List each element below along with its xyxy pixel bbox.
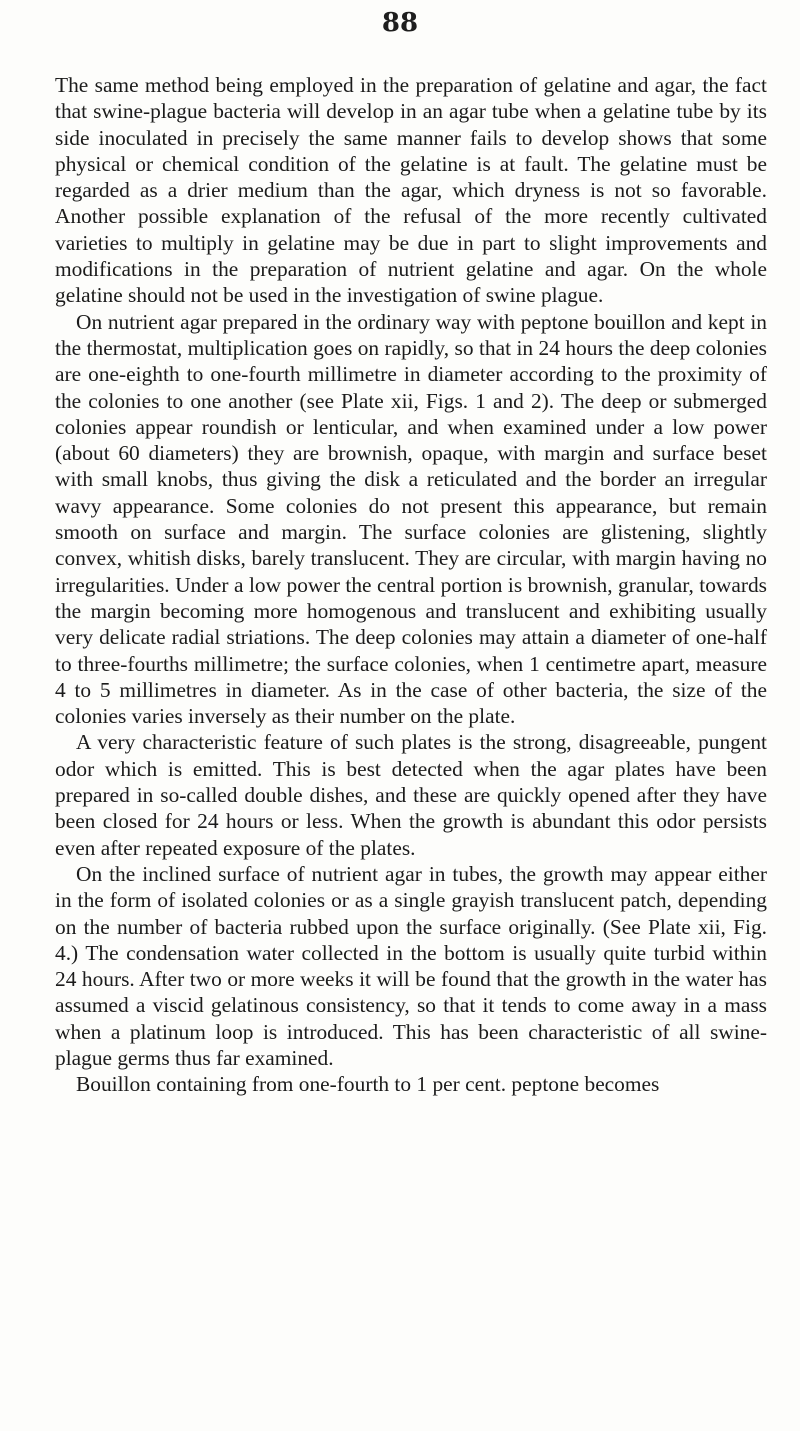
body-text (55, 72, 767, 1098)
paragraph-bouillon: Bouillon containing from one-fourth to 1 per cent. peptone becomes (76, 1072, 660, 1097)
page-number: 88 (381, 8, 419, 38)
paragraph-gelatine-agar: The same method being employed in the preparation of gelatine and agar, the fact that swine-plague bacteria will develop in an agar tube when a gelatine tube by its side inoculated in precisely the same manner fails to develop shows that some physical or chemical condition of the gelatine is at fault. The gelatine must be regarded as a drier medium than the agar, which dryness is not so favorable. Another possible explanation of the refusal of the more recently cultivated varieties to multiply in gelatine may be due in part to slight improvements and modifications in the preparation of nutrient gelatine and agar. On the whole gelatine should not be used in the investigation of swine plague. (55, 73, 767, 308)
paragraph-inclined-agar: On the inclined surface of nutrient agar in tubes, the growth may appear either in the form of isolated colonies or as a single grayish translucent patch, depending on the number of bacteria rubbed upon the surface originally. (See Plate xii, Fig. 4.) The condensation water collected in the bottom is usually quite turbid within 24 hours. After two or more weeks it will be found that the growth in the water has assumed a viscid gelatinous consistency, so that it tends to come away in a mass when a platinum loop is introduced. This has been characteristic of all swine-plague germs thus far examined. (55, 861, 767, 1070)
paragraph-odor: A very characteristic feature of such plates is the strong, disagreeable, pungent odor which is emitted. This is best detected when the agar plates have been prepared in so-called double dishes, and these are quickly opened after they have been closed for 24 hours or less. When the growth is abundant this odor persists even after repeated exposure of the plates. (55, 730, 767, 860)
paragraph-agar-colonies: On nutrient agar prepared in the ordinary way with peptone bouillon and kept in the thermostat, multiplication goes on rapidly, so that in 24 hours the deep colonies are one-eighth to one-fourth millimetre in diameter according to the proximity of the colonies to one another (see Plate xii, Figs. 1 and 2). The deep or submerged colonies appear roundish or lenticular, and when examined under a low power (about 60 diameters) they are brownish, opaque, with margin and surface beset with small knobs, thus giving the disk a reticulated and the border an irregular wavy appearance. Some colonies do not present this appearance, but remain smooth on surface and margin. The surface colonies are glistening, slightly convex, whitish disks, barely translucent. They are circular, with margin having no irregularities. Under a low power the central portion is brownish, granular, towards the margin becoming more homogenous and translucent and exhibiting usually very delicate radial striations. The deep colonies may attain a diameter of one-half to three-fourths millimetre; the surface colonies, when 1 centimetre apart, measure 4 to 5 millimetres in diameter. As in the case of other bacteria, the size of the colonies varies inversely as their number on the plate. (55, 309, 767, 729)
